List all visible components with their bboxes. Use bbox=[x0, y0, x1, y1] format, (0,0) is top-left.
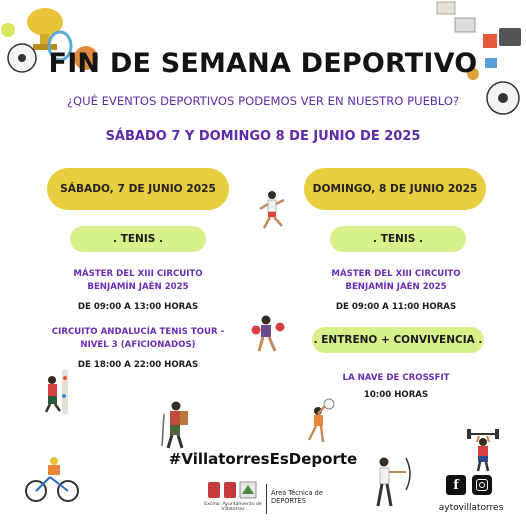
sunday-day-pill: DOMINGO, 8 DE JUNIO 2025 bbox=[304, 168, 486, 210]
saturday-day-pill: SÁBADO, 7 DE JUNIO 2025 bbox=[47, 168, 229, 210]
sunday-sport2-pill: . ENTRENO + CONVIVENCIA . bbox=[312, 327, 484, 353]
sunday-sport-pill: . TENIS . bbox=[330, 226, 466, 252]
instagram-icon[interactable] bbox=[472, 475, 492, 495]
council-logo bbox=[204, 480, 262, 516]
saturday-sport-pill: . TENIS . bbox=[70, 226, 206, 252]
council-name-line1: Excmo. Ayuntamiento de bbox=[204, 502, 262, 507]
hiker-icon bbox=[160, 400, 196, 450]
event-dates: SÁBADO 7 Y DOMINGO 8 DE JUNIO DE 2025 bbox=[105, 129, 421, 144]
saturday-event-1-time: DE 09:00 A 13:00 HORAS bbox=[77, 302, 199, 312]
sunday-event-2-name: LA NAVE DE CROSSFIT bbox=[342, 373, 450, 383]
area-line1: Área Técnica de bbox=[271, 489, 323, 497]
footer-divider bbox=[266, 484, 267, 514]
volleyball-player-icon bbox=[303, 398, 337, 448]
council-name-line2: Villatorres bbox=[221, 507, 245, 512]
saturday-event-1-name: MÁSTER DEL XIII CIRCUITO BENJAMÍN JAÉN 2025 bbox=[73, 269, 203, 292]
runner-icon bbox=[257, 190, 287, 234]
climber-icon bbox=[38, 368, 78, 414]
sunday-event-2-time: 10:00 HORAS bbox=[363, 390, 429, 400]
saturday-event-2-time: DE 18:00 A 22:00 HORAS bbox=[77, 360, 199, 370]
facebook-icon[interactable]: f bbox=[446, 475, 466, 495]
coat-of-arms-icon bbox=[204, 480, 260, 502]
hashtag: #VillatorresEsDeporte bbox=[168, 450, 358, 468]
sunday-event-1-time: DE 09:00 A 11:00 HORAS bbox=[335, 302, 457, 312]
page-title: FIN DE SEMANA DEPORTIVO bbox=[48, 48, 478, 79]
boxer-icon bbox=[250, 314, 286, 354]
sunday-event-1-name: MÁSTER DEL XIII CIRCUITO BENJAMÍN JAÉN 2025 bbox=[331, 269, 461, 292]
area-label bbox=[271, 489, 331, 505]
page-subtitle: ¿QUÉ EVENTOS DEPORTIVOS PODEMOS VER EN NUESTRO PUEBLO? bbox=[66, 94, 460, 108]
area-line2: DEPORTES bbox=[271, 497, 306, 505]
social-handle: aytovillatorres bbox=[438, 503, 504, 513]
saturday-event-2-name: CIRCUITO ANDALUCÍA TENIS TOUR - NIVEL 3 (AFICIONADOS) bbox=[51, 327, 225, 350]
